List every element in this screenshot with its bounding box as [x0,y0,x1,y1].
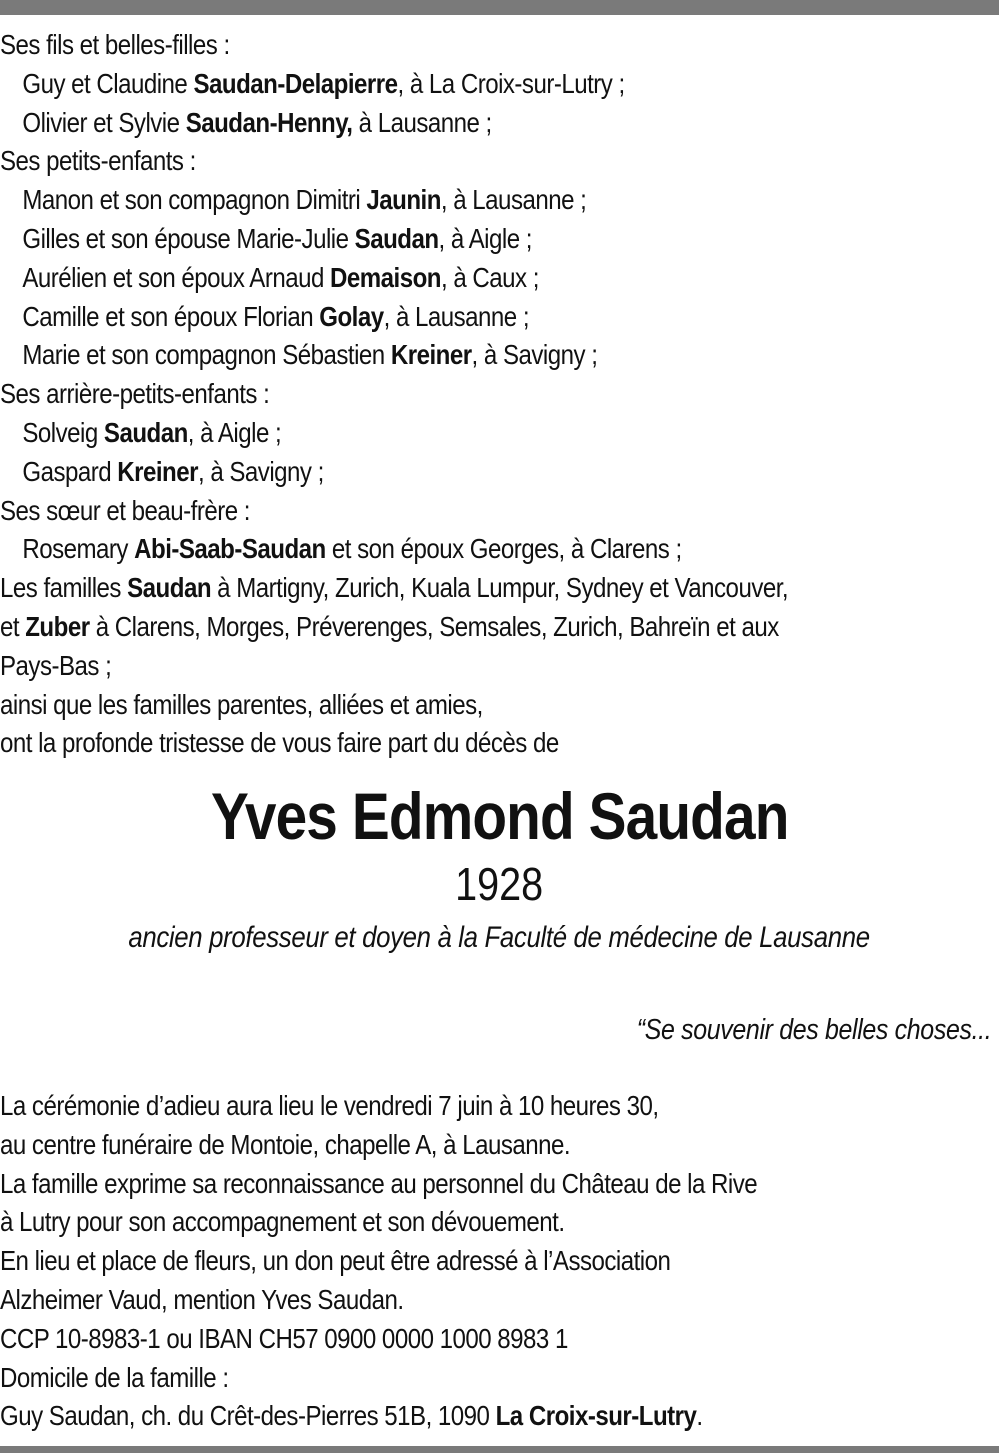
family-line [0,181,859,220]
ceremony-line [0,1126,859,1165]
ceremony-info [0,1087,999,1436]
ceremony-line [0,1320,859,1359]
text-segment: Alzheimer Vaud, mention Yves Saudan. [0,1283,404,1315]
family-line [0,724,859,763]
bold-name: Kreiner [117,455,198,487]
text-segment: Pays-Bas ; [0,649,112,681]
family-line [0,142,859,181]
text-segment: et son époux Georges, à Clarens ; [325,533,682,565]
family-line [0,530,859,569]
text-segment: La famille exprime sa reconnaissance au personnel du Château de la Rive [0,1167,758,1199]
text-segment: CCP 10-8983-1 ou IBAN CH57 0900 0000 1000 8983 1 [0,1322,568,1354]
family-line [0,65,859,104]
text-segment: , à Aigle ; [438,222,532,254]
text-segment: Gaspard [22,455,118,487]
text-segment: Solveig [22,416,104,448]
family-list [0,26,999,763]
text-segment: Manon et son compagnon Dimitri [22,184,367,216]
text-segment: , à La Croix-sur-Lutry ; [397,67,625,99]
ceremony-line [0,1359,859,1398]
text-segment: Ses fils et belles-filles : [0,29,230,60]
family-line [0,686,859,725]
text-segment: à Clarens, Morges, Préverenges, Semsales, Zurich, Bahreïn et aux [89,610,779,642]
ceremony-line [0,1203,859,1242]
top-rule [0,0,999,15]
family-line [0,569,859,608]
text-segment: Olivier et Sylvie [22,106,186,138]
family-line [0,453,859,492]
ceremony-line [0,1242,859,1281]
deceased-name-text: Yves Edmond Saudan [210,779,789,853]
bold-name: Golay [319,300,384,332]
family-line [0,647,859,686]
text-segment: à Martigny, Zurich, Kuala Lumpur, Sydney et Vancouver, [211,572,789,604]
text-segment: Aurélien et son époux Arnaud [22,261,331,293]
text-segment: , à Aigle ; [187,416,282,448]
family-line [0,298,859,337]
text-segment: Rosemary [22,533,135,565]
text-segment: Gilles et son épouse Marie-Julie [22,222,355,254]
bold-name: Jaunin [366,184,441,216]
text-segment: , à Savigny ; [197,455,324,487]
text-segment: Ses arrière-petits-enfants : [0,378,270,410]
text-segment: Marie et son compagnon Sébastien [22,339,391,371]
text-segment: à Lausanne ; [352,106,492,138]
family-line [0,104,859,143]
text-segment: La cérémonie d’adieu aura lieu le vendredi 7 juin à 10 heures 30, [0,1090,659,1121]
text-segment: Guy et Claudine [22,67,194,99]
deceased-year-text: 1928 [455,858,544,910]
text-segment: Ses sœur et beau-frère : [0,494,250,526]
text-segment: Les familles [0,572,128,604]
bold-name: Saudan-Henny, [185,106,353,138]
family-line [0,375,859,414]
family-line [0,336,859,375]
text-segment: , à Lausanne ; [383,300,530,332]
text-segment: En lieu et place de fleurs, un don peut être adressé à l’Association [0,1245,671,1277]
bold-name: Saudan [127,572,212,604]
bold-name: Demaison [330,261,442,293]
text-segment: ainsi que les familles parentes, alliées et amies, [0,688,483,720]
quote: “Se souvenir des belles choses... [636,1014,991,1046]
family-line [0,259,859,298]
bold-name: Kreiner [390,339,472,371]
family-line [0,608,859,647]
bold-name: Zuber [25,610,90,642]
bold-name: Saudan [103,416,188,448]
ceremony-line [0,1165,859,1204]
family-line [0,414,859,453]
deceased-role-text: ancien professeur et doyen à la Faculté de médecine de Lausanne [128,921,871,954]
family-line [0,492,859,531]
family-line [0,26,859,65]
text-segment: Ses petits-enfants : [0,145,196,177]
deceased-year [0,856,999,912]
text-segment: , à Savigny ; [471,339,598,371]
bold-name: Abi-Saab-Saudan [134,533,326,565]
bold-name: Saudan [354,222,439,254]
text-segment: Domicile de la famille : [0,1361,229,1393]
text-segment: ont la profonde tristesse de vous faire part du décès de [0,727,559,759]
bottom-rule [0,1446,999,1453]
text-segment: à Lutry pour son accompagnement et son dévouement. [0,1206,565,1238]
deceased-role [0,918,999,958]
text-segment: Camille et son époux Florian [22,300,320,332]
text-segment: au centre funéraire de Montoie, chapelle A, à Lausanne. [0,1128,571,1160]
text-segment: , à Lausanne ; [440,184,587,216]
ceremony-line [0,1281,859,1320]
bold-name: La Croix-sur-Lutry [495,1400,697,1432]
text-segment: et [0,610,26,642]
text-segment: Guy Saudan, ch. du Crêt-des-Pierres 51B, 1090 [0,1400,496,1432]
bold-name: Saudan-Delapierre [193,67,398,99]
ceremony-line [0,1397,859,1436]
text-segment: . [696,1400,703,1432]
family-line [0,220,859,259]
text-segment: , à Caux ; [441,261,539,293]
ceremony-line [0,1087,859,1126]
deceased-name [0,778,999,854]
